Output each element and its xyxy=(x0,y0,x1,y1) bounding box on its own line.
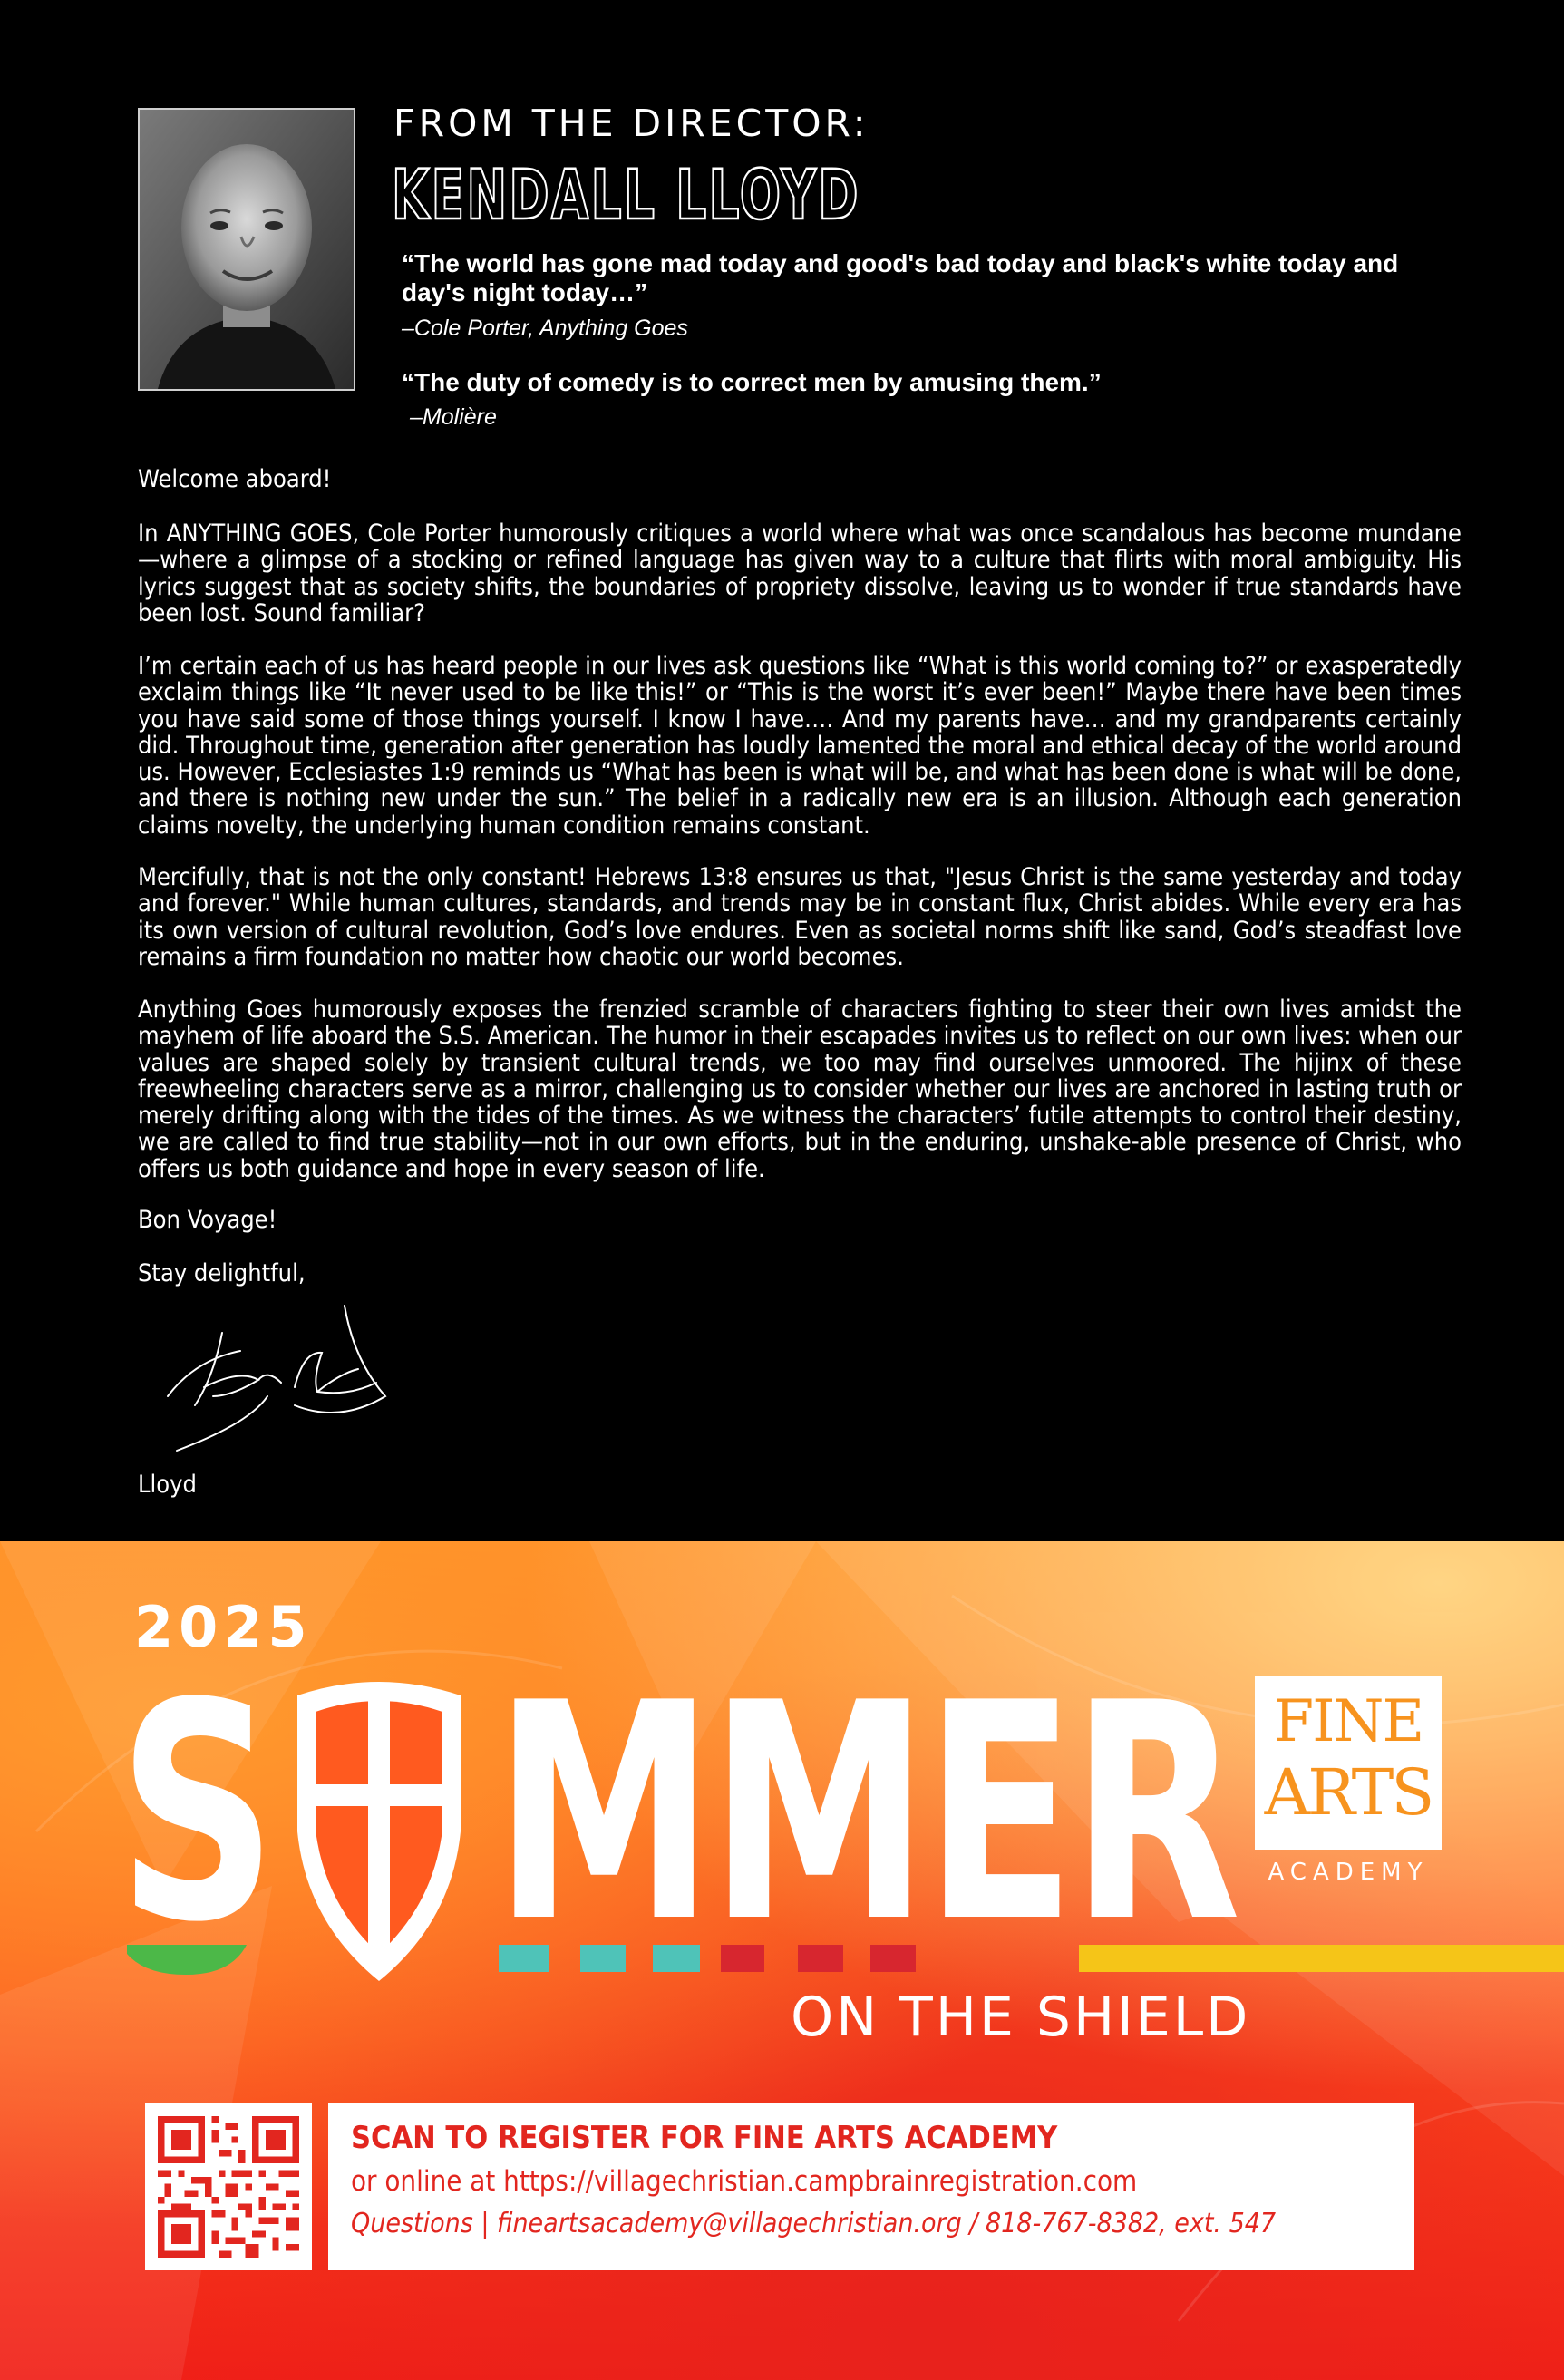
shield-icon xyxy=(288,1677,470,1986)
logo-line-academy: ACADEMY xyxy=(1268,1859,1429,1886)
banner-tagline: ON THE SHIELD xyxy=(791,1986,1251,2049)
quote-attribution: –Molière xyxy=(410,404,497,430)
section-kicker: FROM THE DIRECTOR: xyxy=(393,102,869,145)
paragraph: I’m certain each of us has heard people in our lives ask questions like “What is this world coming to?” or exasperatedly exclaim things like “It never used to be like this!” or “This is the worst it’s ever been!” Maybe there have been times you have said some of those things yourself. I know I have…. And my parents have… and my grandparents certainly did. Throughout time, generation after generation has loudly lamented the moral and ethical decay of the world around us. However, Ecclesiastes 1:9 reminds us “What has been is what will be, and what has been done is what will be done, and there is nothing new under the sun.” The belief in a radically new era is an illusion. Although each generation claims novelty, the underlying human condition remains constant. xyxy=(138,652,1462,840)
register-url-link[interactable]: or online at https://villagechristian.campbrainregistration.com xyxy=(351,2165,1138,2198)
quote-text: “The world has gone mad today and good's bad today and black's white today and day's night today…” xyxy=(402,249,1399,306)
qr-code-icon xyxy=(158,2116,299,2258)
signature xyxy=(159,1297,403,1463)
logo-line-arts: ARTS xyxy=(1264,1755,1433,1830)
summer-banner xyxy=(0,1541,1564,2380)
paragraph: Mercifully, that is not the only constant! Hebrews 13:8 ensures us that, "Jesus Christ is the same yesterday and today and forever." While human cultures, standards, and trends may be in constant flux, Christ abides. While every era has its own version of cultural revolution, God’s love endures. Even as societal norms shift like sand, God’s steadfast love remains a firm foundation no matter how chaotic our world becomes. xyxy=(138,863,1462,971)
paragraph: In ANYTHING GOES, Cole Porter humorously critiques a world where what was once scandalous has become mundane—where a glimpse of a stocking or refined language has given way to a culture that flirts with moral ambiguity. His lyrics suggest that as society shifts, the boundaries of propriety dissolve, leaving us to wonder if true standards have been lost. Sound familiar? xyxy=(138,520,1462,627)
greeting: Welcome aboard! xyxy=(138,465,332,493)
title-letter-s: S xyxy=(118,1639,277,1987)
signoff: Lloyd xyxy=(138,1471,197,1499)
registration-qr-code[interactable] xyxy=(145,2103,312,2270)
paragraph: Anything Goes humorously exposes the frenzied scramble of characters fighting to steer their own lives amidst the mayhem of life aboard the S.S. American. The humor in their escapades invites us to reflect on our own lives: when our values are shaped solely by transient cultural trends, we too may find ourselves unmoored. The hijinx of these freewheeling characters serve as a mirror, challenging us to consider whether our lives are anchored in lasting truth or merely drifting along with the tides of the times. As we witness the characters’ futile attempts to control their destiny, we are called to find true stability—not in our own efforts, but in the enduring, unshake-able presence of Christ, who offers us both guidance and hope in every season of life. xyxy=(138,996,1462,1183)
director-name: KENDALL LLOYD xyxy=(392,154,860,235)
logo-line-fine: FINE xyxy=(1273,1688,1423,1755)
banner-year: 2025 xyxy=(134,1594,313,1660)
fine-arts-logo xyxy=(1255,1676,1442,1850)
register-heading: SCAN TO REGISTER FOR FINE ARTS ACADEMY xyxy=(351,2120,1058,2156)
title-rest: MMER xyxy=(494,1639,1237,1987)
registration-info xyxy=(328,2103,1414,2270)
farewell: Bon Voyage! xyxy=(138,1206,277,1234)
quote-attribution: –Cole Porter, Anything Goes xyxy=(402,316,688,341)
contact-info[interactable]: Questions | fineartsacademy@villagechristian.org / 818-767-8382, ext. 547 xyxy=(351,2208,1277,2239)
closing: Stay delightful, xyxy=(138,1259,306,1287)
director-photo xyxy=(138,108,355,391)
quote-text: “The duty of comedy is to correct men by amusing them.” xyxy=(402,368,1102,396)
